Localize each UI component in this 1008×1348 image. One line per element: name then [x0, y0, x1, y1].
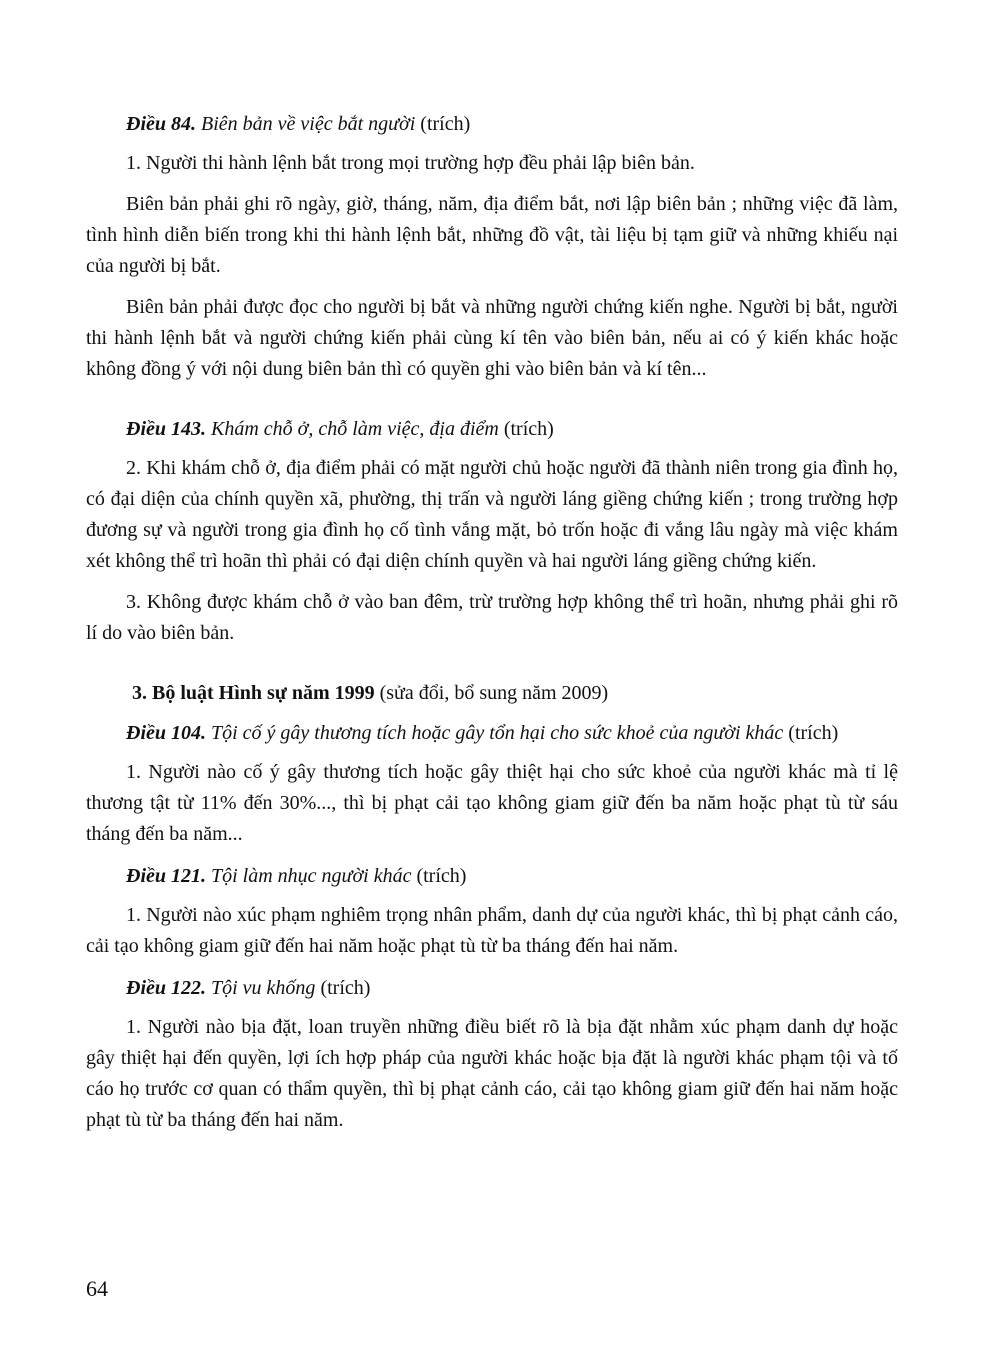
- article-104-number: Điều 104.: [126, 722, 206, 744]
- article-104-title: Tội cố ý gây thương tích hoặc gây tổn hại cho sức khoẻ của người khác: [211, 722, 784, 744]
- article-84-title: Biên bản về việc bắt người: [201, 113, 416, 135]
- section-3-title: [86, 677, 898, 709]
- article-84-number: Điều 84.: [126, 113, 196, 135]
- section-3-title-main: 3. Bộ luật Hình sự năm 1999: [132, 682, 375, 704]
- article-143-number: Điều 143.: [126, 418, 206, 440]
- article-121-paragraph-1: 1. Người nào xúc phạm nghiêm trọng nhân phẩm, danh dự của người khác, thì bị phạt cảnh cáo, cải tạo không giam giữ đến hai năm hoặc phạt tù từ ba tháng đến hai năm.: [86, 904, 898, 957]
- article-121-title: Tội làm nhục người khác: [211, 865, 412, 887]
- article-143-title: Khám chỗ ở, chỗ làm việc, địa điểm: [211, 418, 499, 440]
- article-122-heading: [86, 972, 898, 1004]
- section-3-title-note: (sửa đổi, bổ sung năm 2009): [379, 682, 609, 704]
- article-122-suffix: (trích): [320, 977, 371, 999]
- page-body: [86, 108, 898, 1146]
- article-84-paragraph-2: Biên bản phải ghi rõ ngày, giờ, tháng, năm, địa điểm bắt, nơi lập biên bản ; những việc đã làm, tình hình diễn biến trong khi thi hành lệnh bắt, những đồ vật, tài liệu bị tạm giữ và những khiếu nại của người bị bắt.: [86, 193, 898, 277]
- article-104-paragraph-1: 1. Người nào cố ý gây thương tích hoặc gây thiệt hại cho sức khoẻ của người khác mà tỉ lệ thương tật từ 11% đến 30%..., thì bị phạt cải tạo không giam giữ đến ba năm hoặc phạt tù từ sáu tháng đến ba năm...: [86, 761, 898, 845]
- page-number: 64: [86, 1276, 108, 1301]
- article-121-heading: [86, 860, 898, 892]
- article-143-paragraph-1: 2. Khi khám chỗ ở, địa điểm phải có mặt người chủ hoặc người đã thành niên trong gia đình họ, có đại diện của chính quyền xã, phường, thị trấn và người láng giềng chứng kiến ; trong trường hợp đương sự và người trong gia đình họ cố tình vắng mặt, bỏ trốn hoặc đi vắng lâu ngày mà việc khám xét không thể trì hoãn thì phải có đại diện chính quyền và hai người láng giềng chứng kiến.: [86, 457, 898, 572]
- article-104-heading: [86, 717, 898, 749]
- article-84-heading: [86, 108, 898, 140]
- article-143-heading: [86, 413, 898, 445]
- article-122-paragraph-1: 1. Người nào bịa đặt, loan truyền những điều biết rõ là bịa đặt nhằm xúc phạm danh dự hoặc gây thiệt hại đến quyền, lợi ích hợp pháp của người khác hoặc bịa đặt là người khác phạm tội và tố cáo họ trước cơ quan có thẩm quyền, thì bị phạt cảnh cáo, cải tạo không giam giữ đến hai năm hoặc phạt tù từ ba tháng đến hai năm.: [86, 1016, 898, 1131]
- article-122-title: Tội vu khống: [211, 977, 316, 999]
- article-143-paragraph-2: 3. Không được khám chỗ ở vào ban đêm, trừ trường hợp không thể trì hoãn, nhưng phải ghi rõ lí do vào biên bản.: [86, 591, 898, 644]
- article-143-suffix: (trích): [503, 418, 554, 440]
- article-84-paragraph-3: Biên bản phải được đọc cho người bị bắt và những người chứng kiến nghe. Người bị bắt, người thi hành lệnh bắt và người chứng kiến phải cùng kí tên vào biên bản, nếu ai có ý kiến khác hoặc không đồng ý với nội dung biên bản thì có quyền ghi vào biên bản và kí tên...: [86, 296, 898, 380]
- article-122-number: Điều 122.: [126, 977, 206, 999]
- article-84-paragraph-1: 1. Người thi hành lệnh bắt trong mọi trường hợp đều phải lập biên bản.: [126, 152, 695, 174]
- article-104-suffix: (trích): [788, 722, 839, 744]
- article-121-number: Điều 121.: [126, 865, 206, 887]
- article-84-suffix: (trích): [420, 113, 471, 135]
- article-121-suffix: (trích): [416, 865, 467, 887]
